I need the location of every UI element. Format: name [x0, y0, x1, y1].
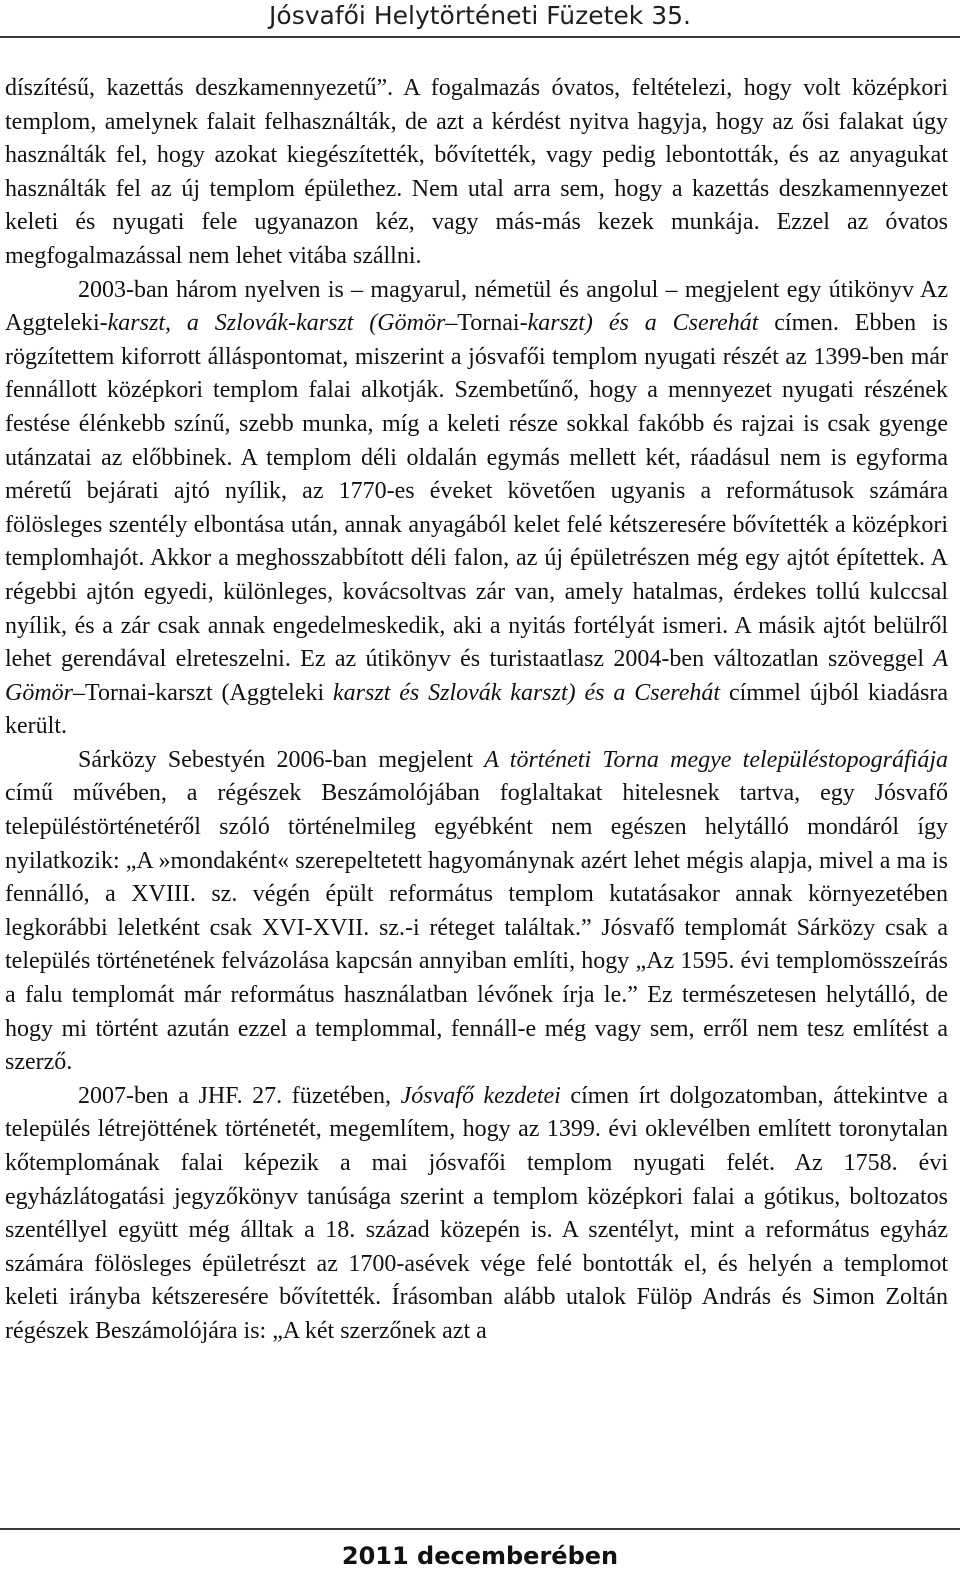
- footer-divider: [0, 1528, 960, 1530]
- text-run: címen írt dolgozatomban, áttekintve a település létrejöttének történetét, megemlítem, hogy az 1399. évi oklevélben említett toronytalan kőtemplomának falai képezik a mai jósvafői templom nyugati felét. Az 1758. évi egyházlátogatási jegyzőkönyv tanúsága szerint a templom középkori falai a gótikus, boltozatos szentéllyel együtt még álltak a 18. század közepén is. A szentélyt, mint a református egyház számára fölösleges épületrészt az 1700-asévek vége felé bontották el, és helyén a templomot keleti irányba kétszeresére bővítették. Írásomban alább utalok Fülöp András és Simon Zoltán régészek Beszámolójára is: „A két szerzőnek azt a: [5, 1082, 948, 1344]
- text-run: címmel újból kiadásra került.: [5, 679, 948, 740]
- text-run: Sárközy Sebestyén 2006-ban megjelent: [78, 746, 485, 773]
- body-text: [5, 72, 948, 1349]
- italic-text-run: A történeti Torna megye településtopográfiája: [484, 746, 948, 773]
- text-run: címen. Ebben is rögzítettem kiforrott álláspontomat, miszerint a jósvafői templom nyugati részét az 1399-ben már fennállott középkori templom falai alkotják. Szembetűnő, hogy a mennyezet nyugati részének festése élénkebb színű, szebb munka, míg a keleti része sokkal fakóbb és rajzai is csak gyenge utánzatai az előbbinek. A templom déli oldalán egymás mellett két, ráadásul nem is egyforma méretű bejárati ajtó nyílik, az 1770-es éveket követően ugyanis a reformátusok számára fölösleges szentély elbontása után, annak anyagából kelet felé kétszeresére bővítették a középkori templomhajót. Akkor a meghosszabbított déli falon, az új épületrészen még egy ajtót építettek. A régebbi ajtón egyedi, különleges, kovácsoltvas zár van, amely hatalmas, érdekes tollú kulccsal nyílik, és a zár csak annak engedelmeskedik, aki a nyitás fortélyát ismeri. A másik ajtót belülről lehet gerendával elreteszelni. Ez az útikönyv és turistaatlasz 2004-ben változatlan szöveggel: [5, 310, 948, 673]
- paragraph: [5, 744, 948, 1080]
- text-run: –Tornai-: [445, 310, 528, 337]
- text-run: –Tornai-karszt (Aggteleki: [73, 679, 334, 706]
- header-divider: [0, 36, 960, 38]
- paragraph: [5, 274, 948, 744]
- text-run: című művében, a régészek Beszámolójában foglaltakat hitelesnek tartva, egy Jósvafő településtörténetéről szóló történelmileg egyébként nem egészen helytálló mondáról így nyilatkozik: „A »mondaként« szerepeltetett hagyománynak azért lehet mégis alapja, mivel a ma is fennálló, a XVIII. sz. végén épült református templom kutatásakor annak környezetében legkorábbi leletként csak XVI-XVII. sz.-i réteget találtak.” Jósvafő templomát Sárközy csak a település történetének felvázolása kapcsán annyiban említi, hogy „Az 1595. évi templomösszeírás a falu templomát már református használatban lévőnek írja le.” Ez természetesen helytálló, de hogy mi történt azután ezzel a templommal, fennáll-e még vagy sem, erről nem tesz említést a szerző.: [5, 780, 948, 1076]
- italic-text-run: Jósvafő kezdetei: [400, 1082, 561, 1109]
- italic-text-run: karszt és Szlovák karszt) és a Cserehát: [333, 679, 721, 706]
- paragraph: [5, 72, 948, 274]
- italic-text-run: karszt, a Szlovák-karszt (Gömör: [107, 310, 446, 337]
- italic-text-run: karszt) és a Cserehát: [527, 310, 759, 337]
- running-header: Jósvafői Helytörténeti Füzetek 35.: [269, 1, 691, 30]
- text-run: díszítésű, kazettás deszkamennyezetű”. A fogalmazás óvatos, feltételezi, hogy volt középkori templom, amelynek falait felhasználták, de azt a kérdést nyitva hagyja, hogy az ősi falakat úgy használták fel, hogy azokat kiegészítették, bővítették, vagy pedig lebontották, és az anyagukat használták fel az új templom épülethez. Nem utal arra sem, hogy a kazettás deszkamennyezet keleti és nyugati fele ugyanazon kéz, vagy más-más kezek munkája. Ezzel az óvatos megfogalmazással nem lehet vitába szállni.: [5, 75, 948, 269]
- paragraph: [5, 1080, 948, 1349]
- text-run: 2007-ben a JHF. 27. füzetében,: [78, 1082, 401, 1109]
- text-run: 2003-ban három nyelven is – magyarul, németül és angolul – megjelent egy útikönyv Az Aggteleki-: [5, 276, 948, 337]
- italic-text-run: A Gömör: [5, 646, 948, 706]
- running-footer: 2011 decemberében: [341, 1542, 619, 1570]
